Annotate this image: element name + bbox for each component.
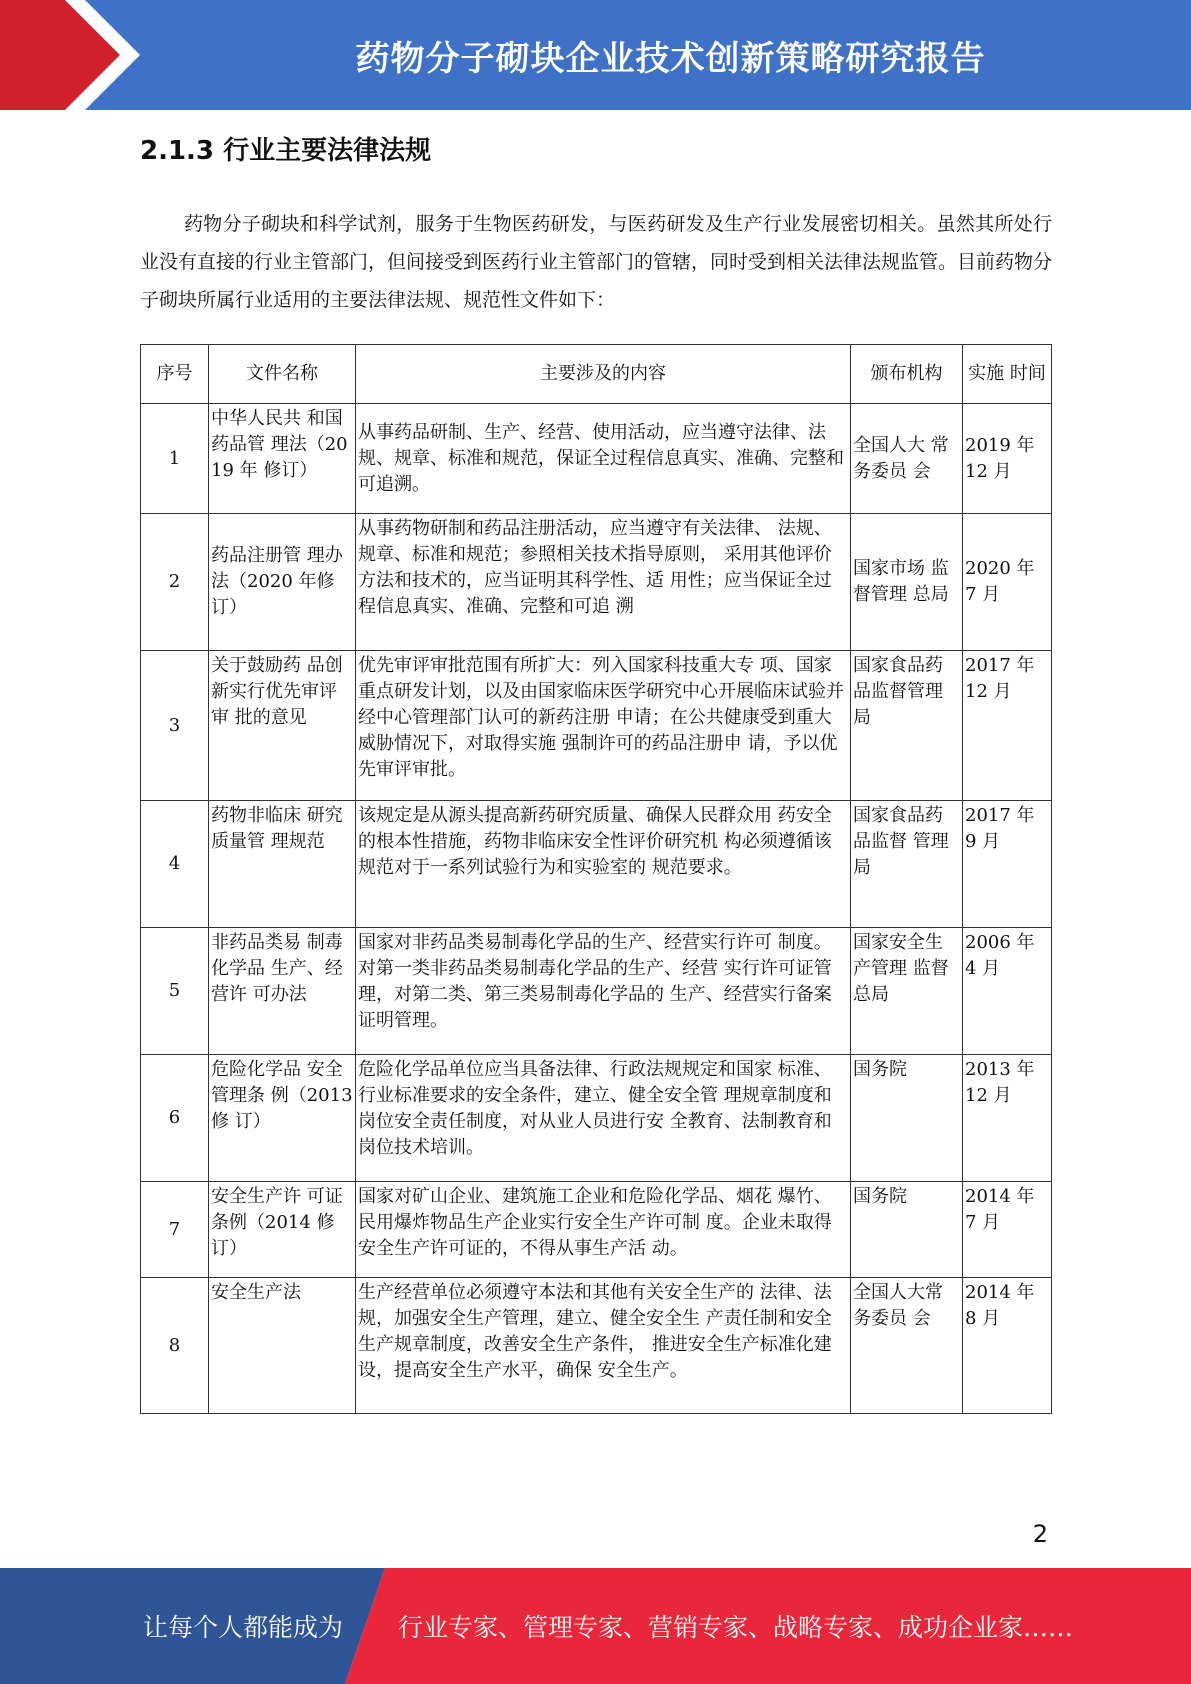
page-number: 2	[1032, 1520, 1048, 1548]
document-title: 药物分子砌块企业技术创新策略研究报告	[355, 38, 986, 79]
row-name: 中华人民共 和国药品管 理法（2019 年 修订）	[209, 404, 356, 514]
row-content: 生产经营单位必须遵守本法和其他有关安全生产的 法律、法规，加强安全生产管理，建立、健全安全生 产责任制和安全生产规章制度，改善安全生产条件， 推进安全生产标准化建设，提高安全生产水平，确保 安全生产。	[356, 1278, 851, 1414]
header-date: 实施 时间	[963, 345, 1052, 404]
table-row	[141, 1278, 1052, 1414]
row-issuer: 国家市场 监督管理 总局	[851, 514, 963, 651]
table-row	[141, 801, 1052, 928]
row-date: 2019 年 12 月	[963, 404, 1052, 514]
row-no: 7	[141, 1182, 209, 1278]
section-heading: 2.1.3 行业主要法律法规	[140, 136, 432, 166]
row-issuer: 全国人大 常务委员 会	[851, 404, 963, 514]
footer-slogan-right: 行业专家、管理专家、营销专家、战略专家、成功企业家……	[398, 1613, 1074, 1642]
row-issuer: 国务院	[851, 1055, 963, 1182]
row-content: 从事药品研制、生产、经营、使用活动，应当遵守法律、法规、规章、标准和规范，保证全过程信息真实、准确、完整和可追溯。	[356, 404, 851, 514]
table-row	[141, 651, 1052, 801]
table-row	[141, 1055, 1052, 1182]
row-content: 国家对非药品类易制毒化学品的生产、经营实行许可 制度。对第一类非药品类易制毒化学品的生产、经营 实行许可证管理，对第二类、第三类易制毒化学品的 生产、经营实行备案证明管理。	[356, 928, 851, 1055]
row-date: 2020 年 7 月	[963, 514, 1052, 651]
row-name: 关于鼓励药 品创新实行优先审评审 批的意见	[209, 651, 356, 801]
row-issuer: 国家食品药品监督管理局	[851, 651, 963, 801]
table-row	[141, 404, 1052, 514]
table-row	[141, 928, 1052, 1055]
row-issuer: 国务院	[851, 1182, 963, 1278]
row-date: 2014 年 7 月	[963, 1182, 1052, 1278]
row-name: 危险化学品 安全管理条 例（2013 修 订）	[209, 1055, 356, 1182]
row-date: 2013 年 12 月	[963, 1055, 1052, 1182]
header-arrow-decoration	[0, 0, 160, 110]
row-date: 2006 年 4 月	[963, 928, 1052, 1055]
row-issuer: 国家食品药品监督 管理局	[851, 801, 963, 928]
page-footer	[0, 1568, 1191, 1684]
row-no: 1	[141, 404, 209, 514]
row-name: 安全生产许 可证条例（2014 修订）	[209, 1182, 356, 1278]
intro-paragraph: 药物分子砌块和科学试剂，服务于生物医药研发，与医药研发及生产行业发展密切相关。虽然其所处行业没有直接的行业主管部门，但间接受到医药行业主管部门的管辖，同时受到相关法律法规监管。目前药物分子砌块所属行业适用的主要法律法规、规范性文件如下：	[140, 213, 1053, 311]
row-content: 该规定是从源头提高新药研究质量、确保人民群众用 药安全的根本性措施，药物非临床安全性评价研究机 构必须遵循该规范对于一系列试验行为和实验室的 规范要求。	[356, 801, 851, 928]
header-issuer: 颁布机构	[851, 345, 963, 404]
header-content: 主要涉及的内容	[356, 345, 851, 404]
header-name: 文件名称	[209, 345, 356, 404]
row-name: 药物非临床 研究质量管 理规范	[209, 801, 356, 928]
laws-table	[140, 344, 1052, 1414]
row-no: 5	[141, 928, 209, 1055]
row-no: 4	[141, 801, 209, 928]
row-date: 2017 年 9 月	[963, 801, 1052, 928]
row-content: 从事药物研制和药品注册活动，应当遵守有关法律、 法规、规章、标准和规范；参照相关技术指导原则， 采用其他评价方法和技术的，应当证明其科学性、适 用性；应当保证全过程信息真实、准确、完整和可追 溯	[356, 514, 851, 651]
footer-slogan-left: 让每个人都能成为	[143, 1613, 344, 1642]
row-name: 安全生产法	[209, 1278, 356, 1414]
row-name: 非药品类易 制毒化学品 生产、经营许 可办法	[209, 928, 356, 1055]
table-row	[141, 514, 1052, 651]
row-content: 优先审评审批范围有所扩大：列入国家科技重大专 项、国家重点研发计划，以及由国家临床医学研究中心开展临床试验并经中心管理部门认可的新药注册 申请；在公共健康受到重大威胁情况下，对取得实施 强制许可的药品注册申 请，予以优先审评审批。	[356, 651, 851, 801]
header-no: 序号	[141, 345, 209, 404]
table-row	[141, 1182, 1052, 1278]
row-date: 2014 年 8 月	[963, 1278, 1052, 1414]
row-no: 6	[141, 1055, 209, 1182]
page-header	[0, 0, 1191, 110]
row-issuer: 全国人大常务委员 会	[851, 1278, 963, 1414]
row-content: 国家对矿山企业、建筑施工企业和危险化学品、烟花 爆竹、民用爆炸物品生产企业实行安全生产许可制 度。企业未取得安全生产许可证的，不得从事生产活 动。	[356, 1182, 851, 1278]
row-no: 8	[141, 1278, 209, 1414]
row-no: 3	[141, 651, 209, 801]
row-name: 药品注册管 理办法（2020 年修订）	[209, 514, 356, 651]
table-header-row	[141, 345, 1052, 404]
row-no: 2	[141, 514, 209, 651]
row-content: 危险化学品单位应当具备法律、行政法规规定和国家 标准、行业标准要求的安全条件，建立、健全安全管 理规章制度和岗位安全责任制度，对从业人员进行安 全教育、法制教育和岗位技术培训。	[356, 1055, 851, 1182]
row-issuer: 国家安全生产管理 监督总局	[851, 928, 963, 1055]
row-date: 2017 年 12 月	[963, 651, 1052, 801]
